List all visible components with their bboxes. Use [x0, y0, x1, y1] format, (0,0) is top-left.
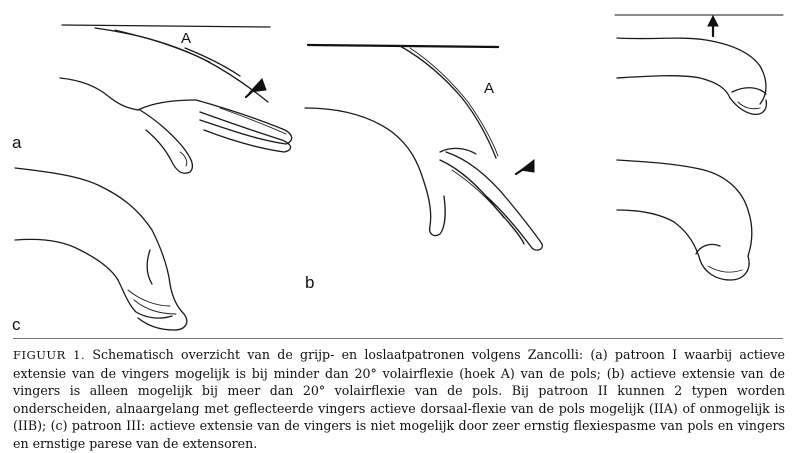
thumb-b	[424, 182, 445, 236]
hand-drawing-c	[12, 168, 187, 334]
thumb-c	[147, 250, 152, 284]
angle-arc-a	[185, 48, 240, 76]
forearm-bottom-a	[60, 78, 138, 110]
forearm-contour-b	[410, 48, 498, 156]
finger-middle-a	[200, 112, 291, 152]
thumbnail-a	[180, 152, 187, 166]
hand-drawing-right-top	[615, 15, 783, 114]
forearm-top-rb	[617, 160, 752, 256]
hand-drawing-b	[305, 45, 542, 292]
caption-heading: FIGUUR 1.	[13, 348, 86, 362]
panel-label-c: c	[12, 315, 21, 334]
finger-index-a	[196, 100, 292, 144]
knuckles-c	[138, 230, 187, 330]
forearm-top-c	[15, 168, 152, 230]
forearm-bottom-rt	[617, 76, 730, 98]
fingers-rb	[700, 256, 749, 280]
reference-line-b	[308, 45, 498, 47]
palm-a	[138, 100, 196, 110]
hand-drawing-right-bottom	[617, 160, 752, 280]
reference-line-a	[62, 25, 270, 27]
forearm-contour-a	[115, 30, 210, 62]
forearm-bottom-b	[305, 108, 424, 182]
panel-label-b: b	[305, 273, 315, 292]
forearm-bottom-rb	[617, 210, 700, 260]
forearm-top-b	[400, 46, 496, 158]
angle-label-b: A	[484, 80, 495, 97]
angle-label-a: A	[181, 30, 192, 47]
finger-crease-b	[452, 170, 504, 218]
thumb-rt	[732, 88, 766, 94]
panel-label-a: a	[12, 133, 22, 152]
thumb-a	[140, 110, 192, 173]
figure-caption	[13, 346, 785, 453]
caption-text: Schematisch overzicht van de grijp- en loslaatpatronen volgens Zancolli: (a) patroon I waarbij actieve extensie van de vingers mogelijk is bij minder dan 20° volairflexie (hoek A) van de pols; (b) actieve extensie van de vingers is alleen mogelijk bij meer dan 20° volairflexie van de pols. Bij patroon II kunnen 2 typen worden onderscheiden, alnaargelang met geflecteerde vingers actieve dorsaal-flexie van de pols mogelijk (IIA) of onmogelijk is (IIB); (c) patroon III: actieve extensie van de vingers is niet mogelijk door zeer ernstig flexiespasme van pols en vingers en ernstige parese van de extensoren.	[13, 347, 785, 451]
caption-divider	[13, 338, 783, 339]
finger-crease-c1	[128, 290, 170, 306]
forearm-top-rt	[617, 38, 766, 104]
finger-crease-rb	[708, 266, 742, 272]
fingers-rt	[730, 98, 766, 114]
hand-drawing-a	[12, 25, 292, 173]
forearm-bottom-c	[15, 239, 118, 280]
finger-crease-c2	[134, 300, 176, 314]
thumb-rb	[696, 244, 720, 254]
palm-b	[440, 148, 476, 154]
finger-crease-rt	[738, 102, 760, 109]
fingers-c	[118, 280, 172, 318]
